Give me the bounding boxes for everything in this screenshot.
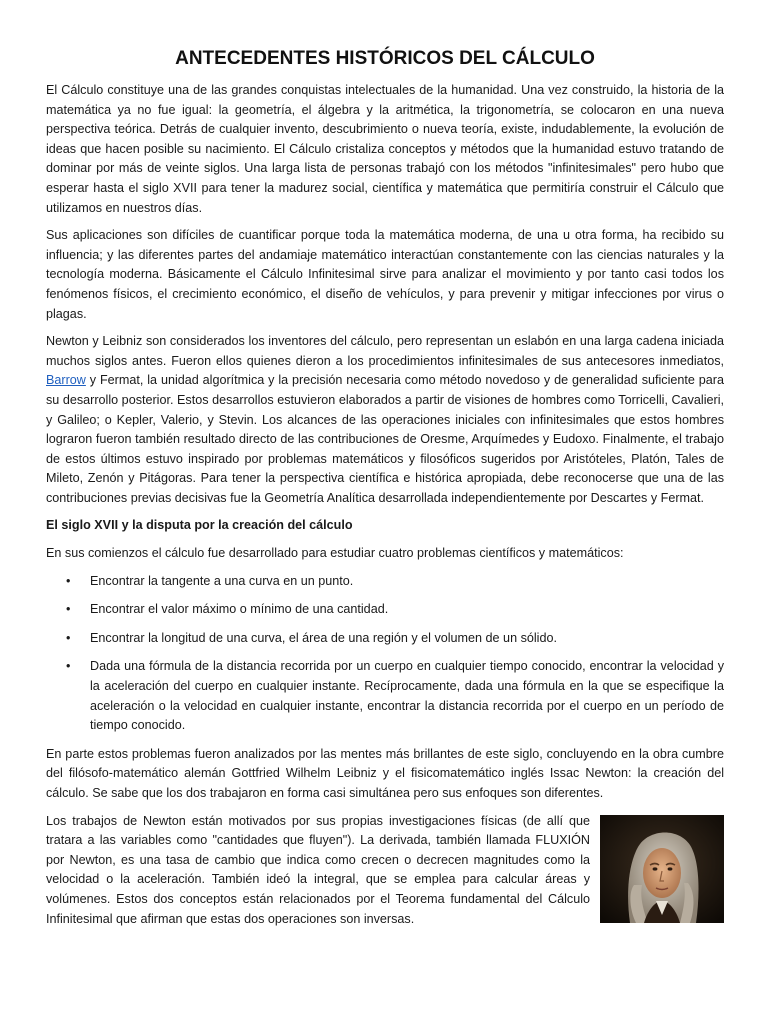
bullet-icon: • [66, 630, 71, 645]
list-item [46, 629, 724, 649]
list-item-text: Encontrar la tangente a una curva en un punto. [90, 573, 354, 588]
page-title: ANTECEDENTES HISTÓRICOS DEL CÁLCULO [175, 48, 595, 69]
bullet-icon: • [66, 602, 71, 617]
list-item [46, 572, 724, 592]
paragraph-intro: El Cálculo constituye una de las grandes conquistas intelectuales de la humanidad. Una vez construido, la historia de la matemática ya no fue igual: la geometría, el álgebra y la aritmética, la trigonometría, se colocaron en una nueva perspectiva teórica. Detrás de cualquier invento, descubrimiento o nueva teoría, existe, indudablemente, la evolución de ideas que hacen posible su nacimiento. El Cálculo cristaliza conceptos y métodos que la humanidad estuvo tratando de dominar por más de veinte siglos. Una larga lista de personas trabajó con los métodos "infinitesimales" pero hubo que esperar hasta el siglo XVII para tener la madurez social, científica y matemática que permitiría construir el Cálculo que utilizamos en nuestros días. [46, 83, 724, 215]
paragraph-inventors-text-a: Newton y Leibniz son considerados los inventores del cálculo, pero representan un eslabón en una larga cadena iniciada muchos siglos antes. Fueron ellos quienes dieron a los procedimientos infinitesimales de sus antecesores inmediatos, [46, 334, 724, 368]
list-item-text: Encontrar el valor máximo o mínimo de una cantidad. [90, 602, 389, 617]
paragraph-newton: Los trabajos de Newton están motivados por sus propias investigaciones físicas (de allí que tratara a las variables como "cantidades que fluyen"). La derivada, también llamada FLUXIÓN por Newton, es una tasa de cambio que indica como crecen o decrecen magnitudes como la velocidad o la aceleración. También ideó la integral, que se emplea para calcular áreas y volúmenes. Estos dos conceptos están relacionados por el Teorema fundamental del Cálculo Infinitesimal que afirman que estas dos operaciones son inversas. [46, 813, 590, 926]
problems-list [46, 572, 724, 736]
barrow-link[interactable]: Barrow [46, 373, 86, 388]
newton-portrait-image [600, 815, 724, 923]
paragraph-problems-intro: En sus comienzos el cálculo fue desarrollado para estudiar cuatro problemas científicos y matemáticos: [46, 546, 624, 561]
list-item [46, 657, 724, 735]
paragraph-leibniz-newton: En parte estos problemas fueron analizados por las mentes más brillantes de este siglo, concluyendo en la obra cumbre del filósofo-matemático alemán Gottfried Wilhelm Leibniz y el fisicomatemático inglés Issac Newton: la creación del cálculo. Se sabe que los dos trabajaron en forma casi simultánea pero sus enfoques son diferentes. [46, 746, 724, 800]
paragraph-inventors-text-b: y Fermat, la unidad algorítmica y la precisión necesaria como método novedoso y de generalidad suficiente para su desarrollo posterior. Estos desarrollos estuvieron elaborados a partir de visiones de hombres como Torricelli, Cavalieri, y Galileo; o Kepler, Valerio, y Stevin. Los alcances de las operaciones iniciales con infinitesimales que estos hombres lograron fueron también resultado directo de las contribuciones de Oresme, Arquímedes y Eudoxo. Finalmente, el trabajo de estos últimos estuvo inspirado por problemas matemáticos y filosóficos sugeridos por Aristóteles, Platón, Tales de Mileto, Zenón y Pitágoras. Para tener la perspectiva científica e histórica apropiada, debe reconocerse que una de las contribuciones previas decisivas fue la Geometría Analítica desarrollada independientemente por Descartes y Fermat. [46, 373, 724, 505]
list-item-text: Dada una fórmula de la distancia recorrida por un cuerpo en cualquier tiempo conocido, encontrar la velocidad y la aceleración del cuerpo en cualquier instante. Recíprocamente, dada una fórmula en la que se especifique la aceleración o la velocidad en cualquier instante, encontrar la distancia recorrida por el cuerpo en un período de tiempo conocido. [90, 659, 724, 733]
list-item-text: Encontrar la longitud de una curva, el área de una región y el volumen de un sólido. [90, 630, 557, 645]
section-subheading: El siglo XVII y la disputa por la creación del cálculo [46, 518, 353, 533]
paragraph-inventors [46, 332, 724, 508]
paragraph-applications: Sus aplicaciones son difíciles de cuantificar porque toda la matemática moderna, de una u otra forma, ha recibido su influencia; y las diferentes partes del andamiaje matemático interactúan constantemente con las ciencias naturales y la tecnología moderna. Básicamente el Cálculo Infinitesimal sirve para analizar el movimiento y por tanto casi todos los fenómenos físicos, el crecimiento económico, el diseño de vehículos, y para prevenir y mitigar infecciones por virus o plagas. [46, 228, 724, 321]
portrait-illustration [600, 815, 724, 923]
newton-section [46, 812, 724, 930]
bullet-icon: • [66, 659, 71, 674]
bullet-icon: • [66, 573, 71, 588]
list-item [46, 600, 724, 620]
